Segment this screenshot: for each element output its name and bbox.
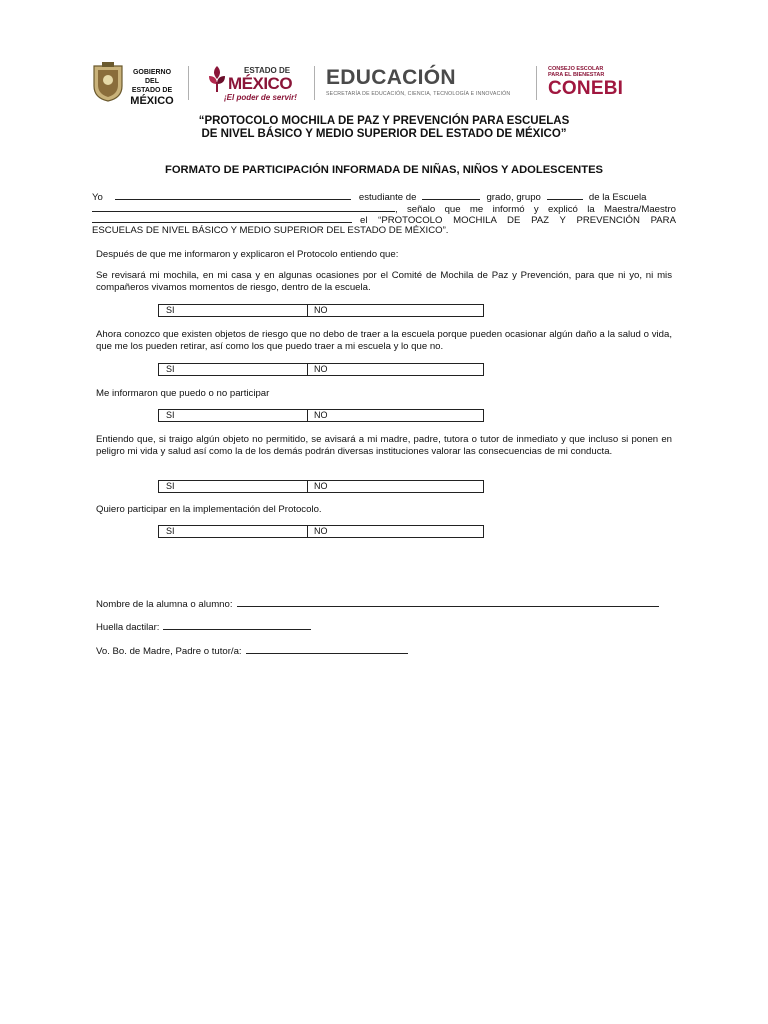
si-option[interactable]: SI	[159, 526, 308, 537]
no-option[interactable]: NO	[314, 410, 328, 420]
intro-senalo: , señalo que me informó y explicó la Maestra/Maestro	[395, 204, 676, 215]
edomex-big: MÉXICO	[228, 74, 293, 93]
huella-blank[interactable]	[163, 620, 311, 630]
conebi-small-1: CONSEJO ESCOLAR	[548, 66, 604, 72]
question-1: Se revisará mi mochila, en mi casa y en algunas ocasiones por el Comité de Mochila de Paz y Prevención, para que ni yo, ni mis compañeros vivamos momentos de riesgo, dentro de la escuela.	[96, 270, 672, 293]
conebi-logo	[548, 66, 628, 100]
intro-el: el “PROTOCOLO MOCHILA DE PAZ Y PREVENCIÓN PARA	[360, 215, 676, 226]
question-2: Ahora conozco que existen objetos de riesgo que no debo de traer a la escuela porque pueden ocasionar algún daño a la salud o vida, que me los pueden retirar, así como los que puedo traer a mi escuela y lo que no.	[96, 329, 672, 352]
nombre-row	[96, 597, 659, 610]
conebi-small-2: PARA EL BIENESTAR	[548, 72, 605, 78]
nombre-blank[interactable]	[237, 597, 659, 607]
state-seal-icon	[92, 62, 124, 102]
huella-label: Huella dactilar:	[96, 622, 160, 633]
gobierno-logo-text	[128, 68, 176, 107]
choice-row-3	[158, 409, 484, 422]
vobo-row	[96, 644, 408, 657]
header-divider	[188, 66, 189, 100]
edomex-label: ESTADO DE	[244, 66, 291, 75]
name-blank[interactable]	[115, 190, 351, 200]
no-option[interactable]: NO	[314, 481, 328, 491]
header-divider	[536, 66, 537, 100]
gobierno-mid: ESTADO DE	[131, 87, 173, 94]
choice-row-1	[158, 304, 484, 317]
choice-row-5	[158, 525, 484, 538]
grade-blank[interactable]	[422, 190, 480, 200]
question-3: Me informaron que puedo o no participar	[96, 388, 270, 399]
question-5: Quiero participar en la implementación del Protocolo.	[96, 504, 322, 515]
despues-text: Después de que me informaron y explicaron el Protocolo entiendo que:	[96, 249, 399, 260]
si-option[interactable]: SI	[159, 364, 308, 375]
educacion-logo	[326, 66, 510, 97]
teacher-blank[interactable]	[92, 213, 352, 223]
group-blank[interactable]	[547, 190, 583, 200]
choice-row-4	[158, 480, 484, 493]
header-divider	[314, 66, 315, 100]
no-option[interactable]: NO	[314, 364, 328, 374]
si-option[interactable]: SI	[159, 305, 308, 316]
gobierno-small: GOBIERNO DEL	[132, 69, 172, 85]
school-blank[interactable]	[92, 202, 395, 212]
si-option[interactable]: SI	[159, 410, 308, 421]
question-4: Entiendo que, si traigo algún objeto no permitido, se avisará a mi madre, padre, tutora o tutor de inmediato y que incluso si ponen en peligro mi vida y salud así como la de los demás podrán diversas instituciones valorar las consecuencias de mi conducta.	[96, 434, 672, 457]
doc-title	[96, 115, 672, 141]
intro-escuela: de la Escuela	[588, 192, 647, 203]
conebi-title: CONEBI	[548, 78, 624, 99]
choice-row-2	[158, 363, 484, 376]
intro-end: ESCUELAS DE NIVEL BÁSICO Y MEDIO SUPERIOR DEL ESTADO DE MÉXICO”.	[92, 225, 449, 236]
intro-grado: grado, grupo	[486, 192, 541, 203]
doc-title-line1: “PROTOCOLO MOCHILA DE PAZ Y PREVENCIÓN PARA ESCUELAS	[198, 115, 570, 127]
edomex-slogan: ¡El poder de servir!	[224, 93, 297, 102]
vobo-label: Vo. Bo. de Madre, Padre o tutor/a:	[96, 646, 242, 657]
educacion-subtitle: SECRETARÍA DE EDUCACIÓN, CIENCIA, TECNOLOGÍA E INNOVACIÓN	[326, 91, 511, 97]
nombre-label: Nombre de la alumna o alumno:	[96, 599, 233, 610]
edomex-logo	[204, 62, 304, 106]
no-option[interactable]: NO	[314, 305, 328, 315]
educacion-title: EDUCACIÓN	[326, 66, 456, 89]
gobierno-big: MÉXICO	[130, 95, 174, 107]
edomex-flower-icon	[206, 64, 228, 94]
intro-yo: Yo	[92, 192, 103, 203]
doc-title-line2: DE NIVEL BÁSICO Y MEDIO SUPERIOR DEL ESTADO DE MÉXICO”	[201, 128, 567, 140]
doc-subtitle: FORMATO DE PARTICIPACIÓN INFORMADA DE NIÑAS, NIÑOS Y ADOLESCENTES	[165, 164, 603, 176]
si-option[interactable]: SI	[159, 481, 308, 492]
no-option[interactable]: NO	[314, 526, 328, 536]
intro-estudiante: estudiante de	[358, 192, 417, 203]
vobo-blank[interactable]	[246, 644, 408, 654]
huella-row	[96, 620, 311, 633]
